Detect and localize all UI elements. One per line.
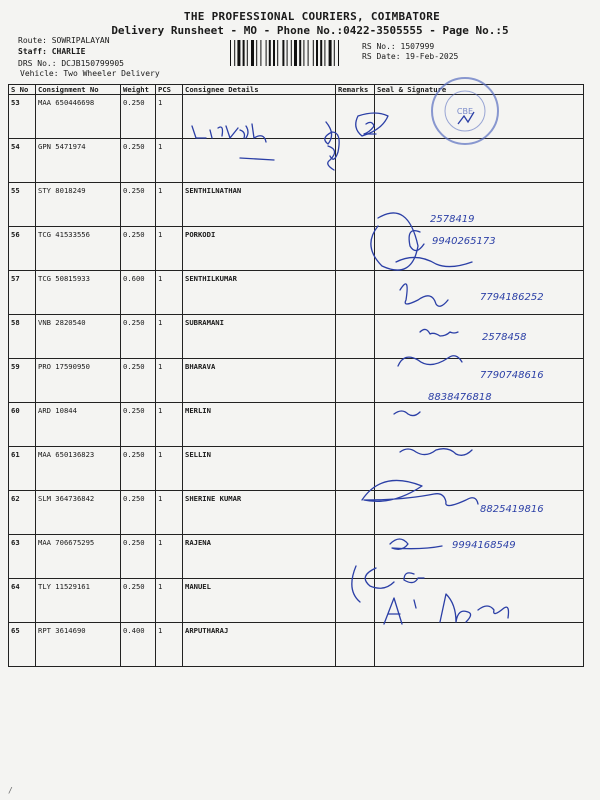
barcode-bar xyxy=(287,40,288,66)
cell-remarks xyxy=(336,403,375,447)
barcode-bar xyxy=(303,40,304,66)
barcode-bar xyxy=(243,40,245,66)
runsheet-title: Delivery Runsheet - MO - Phone No.:0422-3505555 - Page No.:5 xyxy=(111,24,509,37)
route-label: Route: SOWRIPALAYAN xyxy=(18,36,110,45)
handwritten-number: 8838476818 xyxy=(428,392,492,403)
barcode-bar xyxy=(230,40,231,66)
cell-signature xyxy=(375,183,584,227)
cell-signature xyxy=(375,447,584,491)
cell-pcs: 1 xyxy=(156,315,183,359)
cell-sno: 63 xyxy=(9,535,36,579)
company-title: THE PROFESSIONAL COURIERS, COIMBATORE xyxy=(183,10,441,23)
barcode-bar xyxy=(269,40,271,66)
rs-date: RS Date: 19-Feb-2025 xyxy=(362,52,459,61)
handwritten-number: 7790748616 xyxy=(480,370,544,381)
cell-consignment: MAA 706675295 xyxy=(36,535,121,579)
cell-consignment: PRO 17590950 xyxy=(36,359,121,403)
runsheet-table xyxy=(8,84,584,667)
barcode-bar xyxy=(266,40,267,66)
cell-consignment: TLY 11529161 xyxy=(36,579,121,623)
barcode-bar xyxy=(299,40,301,66)
table-row xyxy=(9,447,584,491)
cell-consignee: RAJENA xyxy=(183,535,336,579)
cell-remarks xyxy=(336,315,375,359)
cell-consignee: MANUEL xyxy=(183,579,336,623)
barcode-bar xyxy=(320,40,322,66)
company-seal xyxy=(428,74,502,148)
cell-remarks xyxy=(336,359,375,403)
cell-pcs: 1 xyxy=(156,623,183,667)
cell-remarks xyxy=(336,271,375,315)
cell-remarks xyxy=(336,447,375,491)
table-row xyxy=(9,623,584,667)
barcode-bar xyxy=(247,40,248,66)
barcode-bar xyxy=(316,40,318,66)
cell-remarks xyxy=(336,535,375,579)
cell-consignee: SHERINE KUMAR xyxy=(183,491,336,535)
col-sno: S No xyxy=(9,85,36,95)
barcode-bar xyxy=(313,40,314,66)
cell-signature xyxy=(375,623,584,667)
cell-pcs: 1 xyxy=(156,139,183,183)
cell-consignment: TCG 50815933 xyxy=(36,271,121,315)
cell-signature xyxy=(375,491,584,535)
cell-weight: 0.250 xyxy=(121,535,156,579)
cell-remarks xyxy=(336,227,375,271)
cell-pcs: 1 xyxy=(156,491,183,535)
cell-sno: 56 xyxy=(9,227,36,271)
cell-weight: 0.250 xyxy=(121,491,156,535)
barcode-bar xyxy=(282,40,284,66)
cell-pcs: 1 xyxy=(156,95,183,139)
cell-consignment: GPN 5471974 xyxy=(36,139,121,183)
cell-weight: 0.250 xyxy=(121,227,156,271)
cell-pcs: 1 xyxy=(156,227,183,271)
cell-remarks xyxy=(336,95,375,139)
cell-sno: 62 xyxy=(9,491,36,535)
cell-signature xyxy=(375,315,584,359)
table-row xyxy=(9,359,584,403)
cell-remarks xyxy=(336,183,375,227)
table-row xyxy=(9,403,584,447)
cell-signature xyxy=(375,403,584,447)
cell-signature xyxy=(375,535,584,579)
cell-consignee: ARPUTHARAJ xyxy=(183,623,336,667)
barcode-bar xyxy=(308,40,309,66)
barcode-bar xyxy=(294,40,297,66)
barcode-bar xyxy=(237,40,240,66)
cell-pcs: 1 xyxy=(156,535,183,579)
cell-weight: 0.600 xyxy=(121,271,156,315)
svg-text:CBE: CBE xyxy=(456,107,474,116)
cell-consignment: RPT 3614690 xyxy=(36,623,121,667)
cell-remarks xyxy=(336,139,375,183)
barcode xyxy=(228,40,358,68)
cell-remarks xyxy=(336,491,375,535)
table-row xyxy=(9,227,584,271)
table-row xyxy=(9,535,584,579)
cell-sno: 54 xyxy=(9,139,36,183)
cell-weight: 0.250 xyxy=(121,447,156,491)
barcode-bar xyxy=(291,40,292,66)
cell-sno: 58 xyxy=(9,315,36,359)
table-row xyxy=(9,315,584,359)
cell-consignee xyxy=(183,139,336,183)
cell-signature xyxy=(375,359,584,403)
cell-weight: 0.250 xyxy=(121,579,156,623)
cell-pcs: 1 xyxy=(156,403,183,447)
cell-consignee: BHARAVA xyxy=(183,359,336,403)
staff-label: Staff: CHARLIE xyxy=(18,47,86,56)
col-signature: Seal & Signature xyxy=(375,85,584,95)
cell-weight: 0.250 xyxy=(121,315,156,359)
drs-number: DRS No.: DCJB150799905 xyxy=(18,59,124,68)
barcode-bar xyxy=(273,40,275,66)
cell-consignment: MAA 650446698 xyxy=(36,95,121,139)
cell-weight: 0.250 xyxy=(121,359,156,403)
cell-sno: 59 xyxy=(9,359,36,403)
cell-consignment: MAA 650136823 xyxy=(36,447,121,491)
barcode-bar xyxy=(260,40,261,66)
cell-pcs: 1 xyxy=(156,579,183,623)
cell-weight: 0.250 xyxy=(121,183,156,227)
cell-weight: 0.250 xyxy=(121,139,156,183)
cell-pcs: 1 xyxy=(156,447,183,491)
barcode-bar xyxy=(277,40,278,66)
cell-consignee: PORKODI xyxy=(183,227,336,271)
handwritten-number: 2578458 xyxy=(482,332,527,343)
page-mark: / xyxy=(8,786,13,795)
cell-remarks xyxy=(336,579,375,623)
handwritten-number: 7794186252 xyxy=(480,292,544,303)
barcode-bar xyxy=(334,40,335,66)
barcode-bar xyxy=(324,40,325,66)
cell-consignee: SENTHILKUMAR xyxy=(183,271,336,315)
cell-weight: 0.250 xyxy=(121,403,156,447)
barcode-bar xyxy=(234,40,235,66)
cell-signature xyxy=(375,227,584,271)
cell-signature xyxy=(375,271,584,315)
cell-weight: 0.400 xyxy=(121,623,156,667)
cell-consignment: ARD 10844 xyxy=(36,403,121,447)
cell-sno: 57 xyxy=(9,271,36,315)
table-row xyxy=(9,579,584,623)
cell-sno: 55 xyxy=(9,183,36,227)
cell-consignee: SELLIN xyxy=(183,447,336,491)
cell-weight: 0.250 xyxy=(121,95,156,139)
table-row xyxy=(9,183,584,227)
cell-pcs: 1 xyxy=(156,271,183,315)
cell-consignment: SLM 364736842 xyxy=(36,491,121,535)
col-pcs: PCS xyxy=(156,85,183,95)
cell-sno: 64 xyxy=(9,579,36,623)
cell-pcs: 1 xyxy=(156,359,183,403)
barcode-bar xyxy=(256,40,257,66)
vehicle-label: Vehicle: Two Wheeler Delivery xyxy=(20,69,160,78)
barcode-bar xyxy=(251,40,254,66)
barcode-bar xyxy=(338,40,339,66)
cell-remarks xyxy=(336,623,375,667)
cell-consignment: VNB 2820540 xyxy=(36,315,121,359)
handwritten-number: 8825419816 xyxy=(480,504,544,515)
cell-consignee xyxy=(183,95,336,139)
col-weight: Weight xyxy=(121,85,156,95)
table-row xyxy=(9,271,584,315)
handwritten-number: 2578419 xyxy=(430,214,475,225)
cell-sno: 61 xyxy=(9,447,36,491)
cell-sno: 60 xyxy=(9,403,36,447)
cell-sno: 53 xyxy=(9,95,36,139)
handwritten-number: 9940265173 xyxy=(432,236,496,247)
col-consignment: Consignment No xyxy=(36,85,121,95)
rs-number: RS No.: 1507999 xyxy=(362,42,435,51)
col-consignee: Consignee Details xyxy=(183,85,336,95)
cell-consignee: SUBRAMANI xyxy=(183,315,336,359)
col-remarks: Remarks xyxy=(336,85,375,95)
cell-consignee: MERLIN xyxy=(183,403,336,447)
cell-consignee: SENTHILNATHAN xyxy=(183,183,336,227)
cell-consignment: STY 8018249 xyxy=(36,183,121,227)
cell-pcs: 1 xyxy=(156,183,183,227)
table-row xyxy=(9,491,584,535)
cell-sno: 65 xyxy=(9,623,36,667)
handwritten-number: 9994168549 xyxy=(452,540,516,551)
barcode-bar xyxy=(329,40,332,66)
cell-consignment: TCG 41533556 xyxy=(36,227,121,271)
cell-signature xyxy=(375,579,584,623)
